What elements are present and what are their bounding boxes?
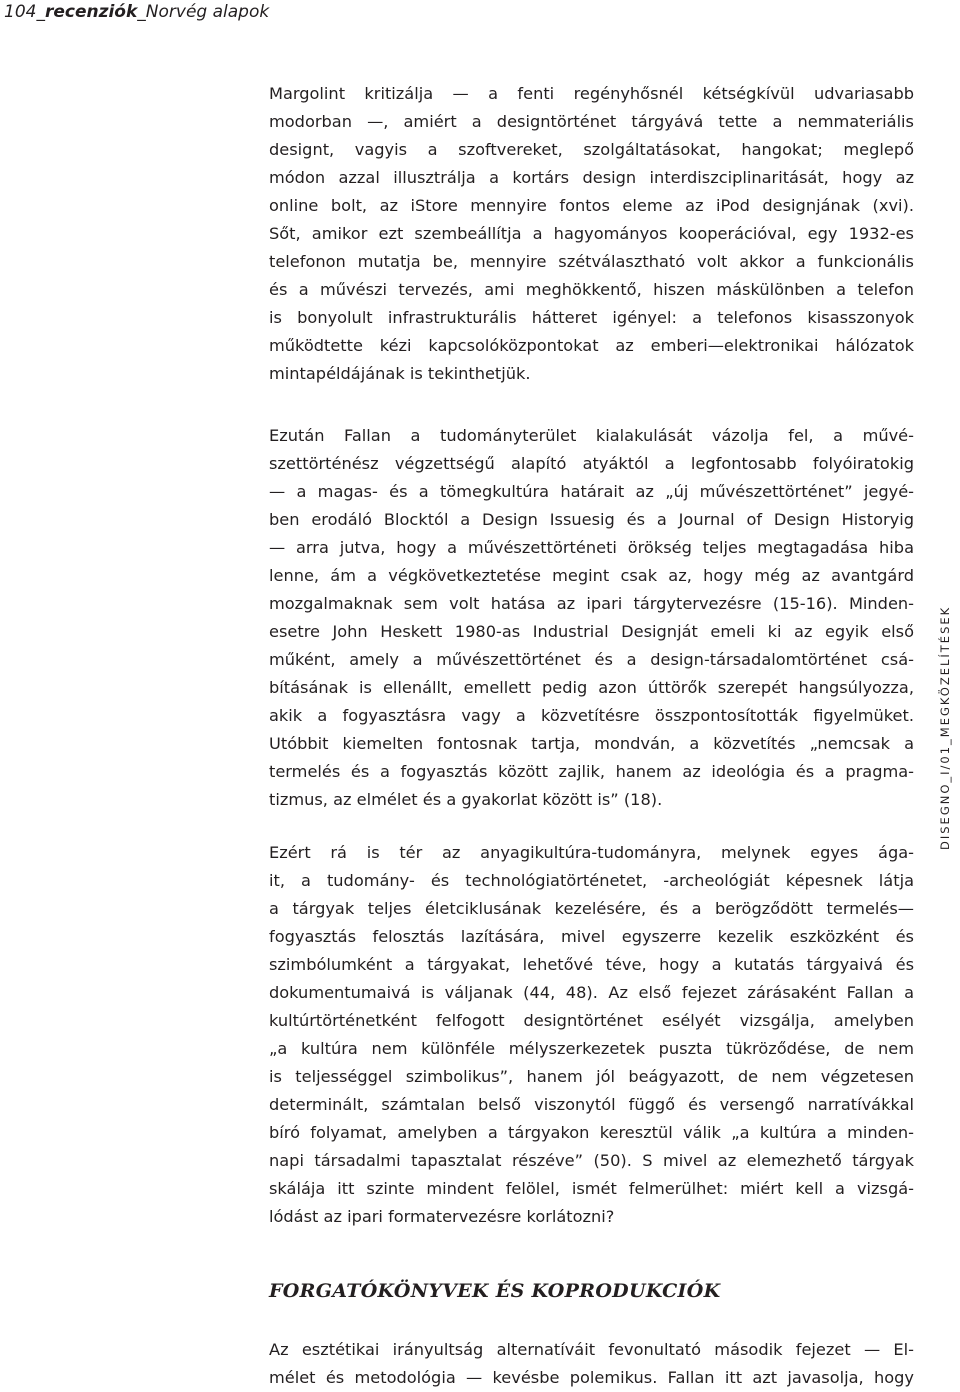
text-line: Margolint kritizálja — a fenti regényhősnél kétségkívül udvariasabb [269,84,914,103]
text-line: napi társadalmi tapasztalat részéve” (50). S mivel az elemezhető tárgyak [269,1151,914,1170]
text-line: szettörténész végzettségű alapító atyáktól a legfontosabb folyóiratokig [269,454,914,473]
text-line: Ezután Fallan a tudományterület kialakulását vázolja fel, a művé- [269,426,914,445]
paragraph-1 [269,80,914,388]
text-line: — a magas- és a tömegkultúra határait az „új művészettörténet” jegyé- [269,482,914,501]
text-line: dokumentumaivá is váljanak (44, 48). Az első fejezet zárásaként Fallan a [269,983,914,1002]
text-line: designt, vagyis a szoftvereket, szolgáltatásokat, hangokat; meglepő [269,140,914,159]
text-line: Sőt, amikor ezt szembeállítja a hagyományos kooperációval, egy 1932-es [269,224,914,243]
text-line: működtette kézi kapcsolóközpontokat az emberi—elektronikai hálózatok [269,336,914,355]
running-head: 104_recenziók_Norvég alapok [4,2,270,22]
text-line: tizmus, az elmélet és a gyakorlat között is” (18). [269,790,663,809]
text-line: szimbólumként a tárgyakat, lehetővé téve, hogy a kutatás tárgyaivá és [269,955,914,974]
text-line: bíró folyamat, amelyben a tárgyakon keresztül válik „a kultúra a minden- [269,1123,914,1142]
text-line: a tárgyak teljes életciklusának kezelésére, és a berögződött termelés— [269,899,914,918]
text-line: esetre John Heskett 1980-as Industrial Designját emeli ki az egyik első [269,622,914,641]
text-line: is bonyolult infrastrukturális hátteret igényel: a telefonos kisasszonyok [269,308,914,327]
text-line: és a művészi tervezés, ami meghökkentő, hiszen máskülönben a telefon [269,280,914,299]
paragraph-2 [269,422,914,814]
page-number: 104 [4,2,37,22]
text-line: is teljességgel szimbolikus”, hanem jól beágyazott, de nem végzetesen [269,1067,914,1086]
text-line: mintapéldájának is tekinthetjük. [269,364,531,383]
text-line: műként, amely a művészettörténet és a design-társadalomtörténet csá- [269,650,914,669]
text-line: skálája itt szinte mindent felölel, ismét felmerülhet: miért kell a vizsgá- [269,1179,914,1198]
text-line: Utóbbit kiemelten fontosnak tartja, mondván, a közvetítés „nemcsak a [269,734,914,753]
text-line: determinált, számtalan belső viszonytól függő és versengő narratívákkal [269,1095,914,1114]
text-line: online bolt, az iStore mennyire fontos eleme az iPod designjának (xvi). [269,196,914,215]
text-line: mozgalmaknak sem volt hatása az ipari tárgytervezésre (15-16). Minden- [269,594,914,613]
running-head-section: recenziók [44,2,138,22]
text-line: it, a tudomány- és technológiatörténetet, -archeológiát képesnek látja [269,871,914,890]
section-heading: FORGATÓKÖNYVEK ÉS KOPRODUKCIÓK [269,1280,721,1302]
text-line: akik a fogyasztásra vagy a közvetítésre összpontosították figyelmüket. [269,706,914,725]
text-line: modorban —, amiért a designtörténet tárgyává tette a nemmateriális [269,112,914,131]
running-head-title: Norvég alapok [145,2,270,22]
text-line: bításának is ellenállt, emellett pedig azon úttörők szerepét hangsúlyozza, [269,678,914,697]
text-line: termelés és a fogyasztás között zajlik, hanem az ideológia és a pragma- [269,762,914,781]
text-line: lódást az ipari formatervezésre korlátozni? [269,1207,615,1226]
text-line: Az esztétikai irányultság alternatíváit fevonultató második fejezet — El- [269,1340,914,1359]
text-line: „a kultúra nem különféle mélyszerkezetek puszta tükröződése, de nem [269,1039,914,1058]
text-line: telefonon mutatja be, mennyire szétválasztható volt akkor a funkcionális [269,252,914,271]
text-line: lenne, ám a végkövetkeztetése megint csak az, hogy még az avantgárd [269,566,914,585]
side-tag: DISEGNO_I/01_MEGKÖZELÍTÉSEK [938,605,952,851]
paragraph-3 [269,839,914,1231]
text-line: — arra jutva, hogy a művészettörténeti örökség teljes megtagadása hiba [269,538,914,557]
text-line: mélet és metodológia — kevésbe polemikus. Fallan itt azt javasolja, hogy [269,1368,914,1387]
text-line: ben erodáló Blocktól a Design Issuesig és a Journal of Design Historyig [269,510,914,529]
text-line: kultúrtörténetként felfogott designtörténet esélyét vizsgálja, amelyben [269,1011,914,1030]
paragraph-4 [269,1336,914,1392]
text-line: Ezért rá is tér az anyagikultúra-tudományra, melynek egyes ága- [269,843,914,862]
text-line: fogyasztás felosztás lazítására, mivel egyszerre kezelik eszközként és [269,927,914,946]
text-line: módon azzal illusztrálja a kortárs design interdiszciplinaritását, hogy az [269,168,914,187]
